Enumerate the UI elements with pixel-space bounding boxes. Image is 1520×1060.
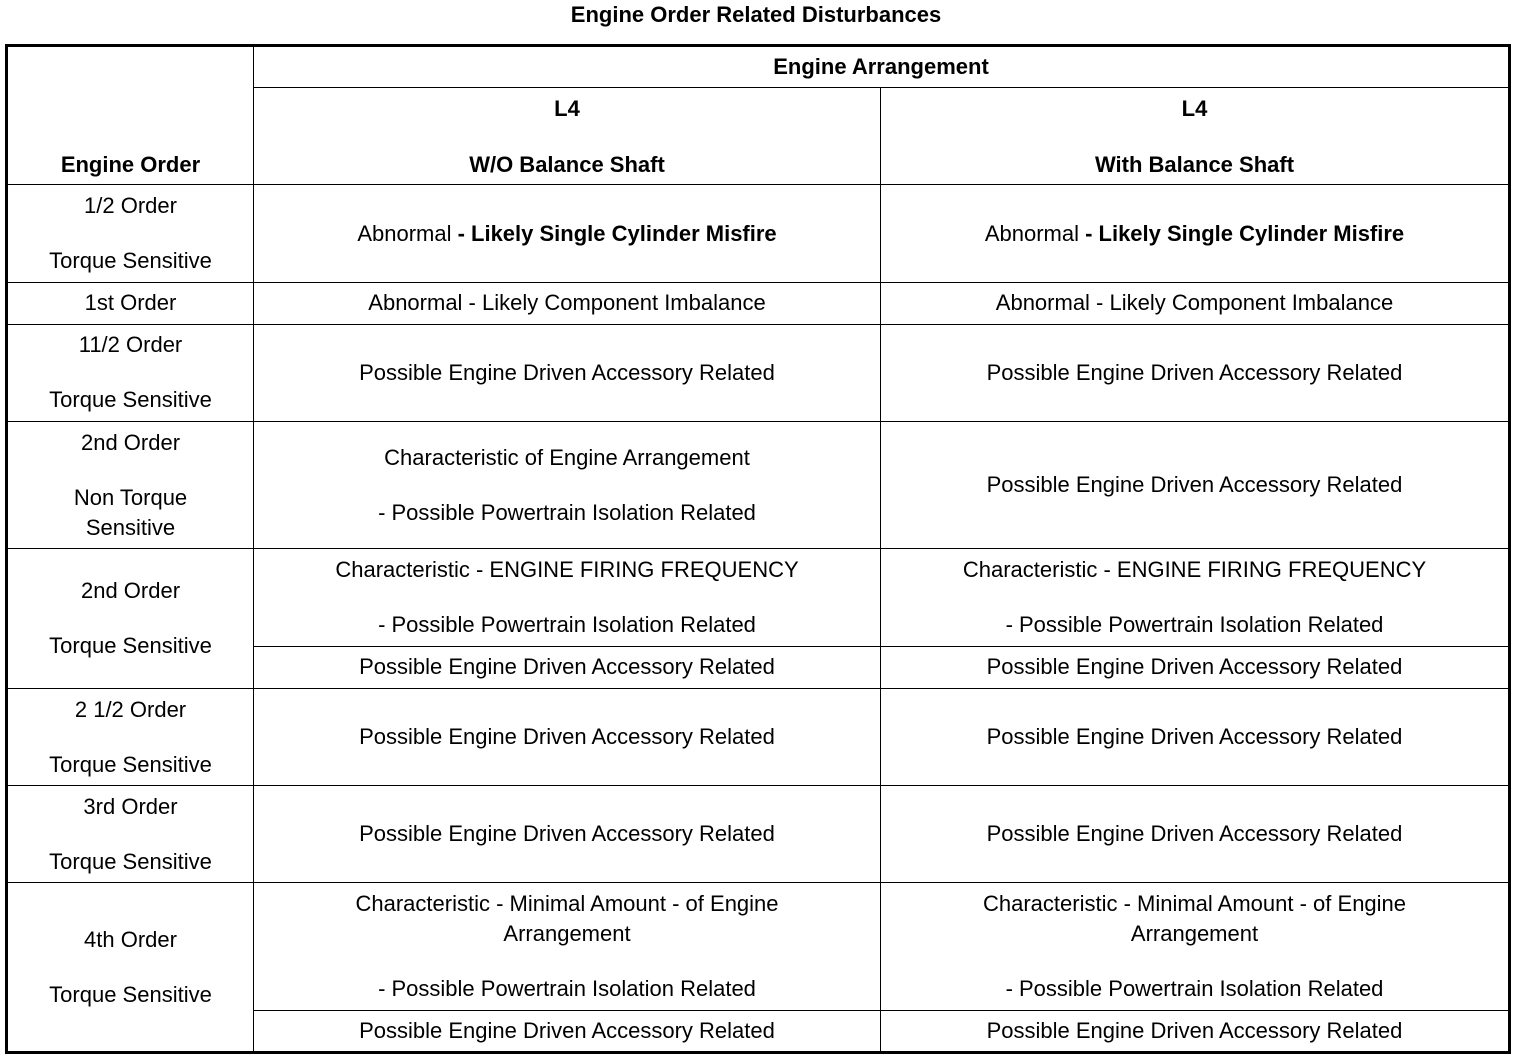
cell-text-emphasis: - Likely Single Cylinder Misfire (1078, 220, 1405, 246)
order-label: 2nd Order (80, 429, 181, 455)
order-cell (7, 883, 254, 1053)
column-variant: W/O Balance Shaft (469, 152, 665, 178)
cell-text: Characteristic - Minimal Amount - of Engine (982, 891, 1407, 917)
cell-text: - Possible Powertrain Isolation Related (378, 499, 756, 525)
cell-text: - Possible Powertrain Isolation Related (378, 976, 756, 1002)
engine-order-header: Engine Order (7, 46, 254, 185)
cell-text: Characteristic - ENGINE FIRING FREQUENCY (962, 557, 1427, 583)
cell-wo-balance (254, 422, 881, 549)
sensitivity-label: Torque Sensitive (49, 981, 212, 1007)
order-cell (7, 324, 254, 421)
cell-wo-balance (254, 185, 881, 282)
header-row-group (7, 46, 1510, 88)
cell-wo-balance: Possible Engine Driven Accessory Related (254, 1010, 881, 1052)
table-row (7, 883, 1510, 1010)
cell-wo-balance: Possible Engine Driven Accessory Related (254, 688, 881, 785)
cell-wo-balance: Possible Engine Driven Accessory Related (254, 324, 881, 421)
cell-with-balance (881, 185, 1510, 282)
sensitivity-label: Torque Sensitive (49, 633, 212, 659)
cell-with-balance: Possible Engine Driven Accessory Related (881, 646, 1510, 688)
table-row (7, 324, 1510, 421)
cell-text-emphasis: - Likely Single Cylinder Misfire (451, 220, 777, 246)
cell-text: - Possible Powertrain Isolation Related (1005, 612, 1384, 638)
sensitivity-label: Sensitive (85, 514, 176, 540)
table-row (7, 549, 1510, 646)
table-row (7, 185, 1510, 282)
sensitivity-label: Torque Sensitive (49, 848, 212, 874)
cell-with-balance (881, 883, 1510, 1010)
table-row (7, 282, 1510, 324)
cell-with-balance: Possible Engine Driven Accessory Related (881, 1010, 1510, 1052)
engine-arrangement-header: Engine Arrangement (254, 46, 1510, 88)
sensitivity-label: Non Torque (73, 484, 188, 510)
cell-wo-balance (254, 883, 881, 1010)
order-label: 4th Order (84, 926, 177, 952)
column-engine: L4 (1181, 96, 1208, 122)
order-label: 2nd Order (80, 578, 181, 604)
cell-text: - Possible Powertrain Isolation Related (1005, 976, 1384, 1002)
page-title: Engine Order Related Disturbances (570, 2, 942, 27)
cell-wo-balance: Possible Engine Driven Accessory Related (254, 786, 881, 883)
cell-with-balance: Possible Engine Driven Accessory Related (881, 422, 1510, 549)
cell-text: Arrangement (1130, 921, 1259, 947)
column-header-with-balance (881, 88, 1510, 185)
table-row (7, 786, 1510, 883)
cell-text: Characteristic of Engine Arrangement (384, 444, 750, 470)
cell-text: Characteristic - Minimal Amount - of Engine (355, 891, 779, 917)
cell-wo-balance (254, 549, 881, 646)
sensitivity-label: Torque Sensitive (49, 387, 212, 413)
order-cell (7, 422, 254, 549)
cell-text: Abnormal (984, 220, 1079, 246)
order-cell (7, 549, 254, 688)
order-cell (7, 185, 254, 282)
order-label: 2 1/2 Order (74, 696, 187, 722)
column-variant: With Balance Shaft (1094, 152, 1295, 178)
cell-with-balance: Possible Engine Driven Accessory Related (881, 688, 1510, 785)
sensitivity-label: Torque Sensitive (49, 248, 212, 274)
table-row (7, 422, 1510, 549)
order-cell: 1st Order (7, 282, 254, 324)
order-label: 3rd Order (83, 793, 178, 819)
order-cell (7, 688, 254, 785)
cell-text: Arrangement (503, 921, 631, 947)
cell-wo-balance: Abnormal - Likely Component Imbalance (254, 282, 881, 324)
cell-with-balance: Possible Engine Driven Accessory Related (881, 786, 1510, 883)
cell-text: Abnormal (357, 220, 452, 246)
order-cell (7, 786, 254, 883)
table-row (7, 688, 1510, 785)
cell-with-balance: Abnormal - Likely Component Imbalance (881, 282, 1510, 324)
cell-with-balance: Possible Engine Driven Accessory Related (881, 324, 1510, 421)
column-engine: L4 (554, 96, 580, 122)
order-label: 11/2 Order (78, 332, 183, 358)
order-label: 1/2 Order (84, 193, 177, 219)
engine-order-table (5, 44, 1511, 1054)
cell-text: - Possible Powertrain Isolation Related (378, 612, 756, 638)
sensitivity-label: Torque Sensitive (49, 751, 212, 777)
cell-text: Characteristic - ENGINE FIRING FREQUENCY (335, 557, 799, 583)
cell-with-balance (881, 549, 1510, 646)
column-header-wo-balance (254, 88, 881, 185)
cell-wo-balance: Possible Engine Driven Accessory Related (254, 646, 881, 688)
